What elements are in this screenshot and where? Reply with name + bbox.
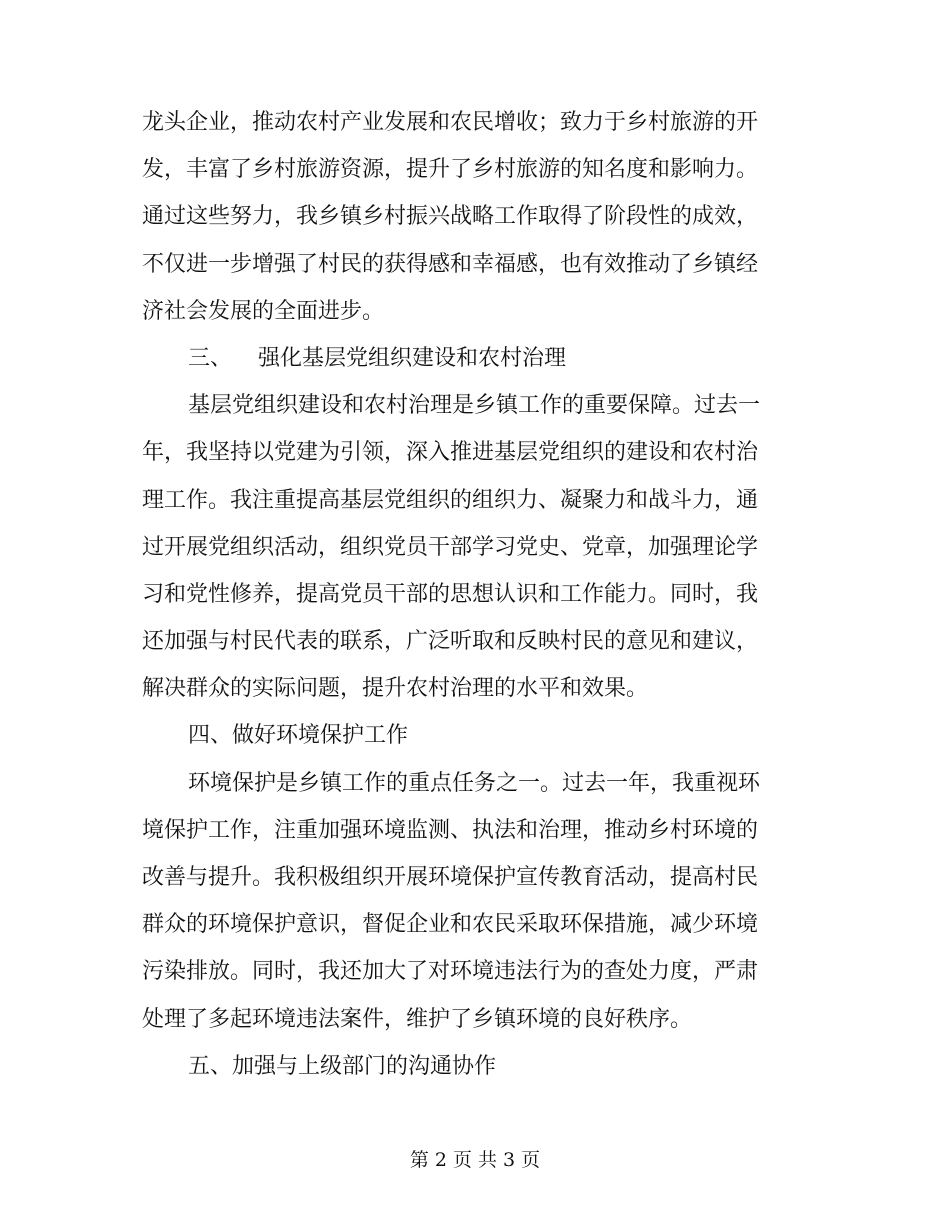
section-heading-5: 五、加强与上级部门的沟通协作 [188,1053,497,1079]
section-heading-3 [142,335,812,382]
paragraph-party-building [142,382,812,712]
section-number: 三、 [188,345,233,371]
text-line: 境保护工作，注重加强环境监测、执法和治理，推动乡村环境的 [142,817,759,843]
text-line: 年，我坚持以党建为引领，深入推进基层党组织的建设和农村治 [142,440,759,466]
paragraph-environment [142,760,812,1043]
text-line: 通过这些努力，我乡镇乡村振兴战略工作取得了阶段性的成效， [142,204,759,230]
section-heading-4: 四、做好环境保护工作 [188,723,409,749]
text-line: 基层党组织建设和农村治理是乡镇工作的重要保障。过去一 [188,393,761,419]
text-line: 改善与提升。我积极组织开展环境保护宣传教育活动，提高村民 [142,865,759,890]
text-line: 处理了多起环境违法案件，维护了乡镇环境的良好秩序。 [142,1006,693,1032]
text-line: 龙头企业，推动农村产业发展和农民增收；致力于乡村旅游的开 [142,110,759,135]
text-line: 解决群众的实际问题，提升农村治理的水平和效果。 [142,676,649,702]
text-line: 济社会发展的全面进步。 [142,298,385,324]
text-line: 发，丰富了乡村旅游资源，提升了乡村旅游的知名度和影响力。 [142,157,759,183]
section-title: 强化基层党组织建设和农村治理 [258,345,567,371]
text-line: 还加强与村民代表的联系，广泛听取和反映村民的意见和建议， [142,629,759,655]
text-line: 习和党性修养，提高党员干部的思想认识和工作能力。同时，我 [142,581,759,607]
paragraph-continuation [142,99,812,335]
text-line: 环境保护是乡镇工作的重点任务之一。过去一年，我重视环 [188,770,761,796]
text-line: 不仅进一步增强了村民的获得感和幸福感，也有效推动了乡镇经 [142,251,759,277]
page-number-footer: 第 2 页 共 3 页 [409,1149,541,1171]
text-line: 污染排放。同时，我还加大了对环境违法行为的查处力度，严肃 [142,959,759,985]
text-line: 过开展党组织活动，组织党员干部学习党史、党章，加强理论学 [142,534,759,560]
text-line: 群众的环境保护意识，督促企业和农民采取环保措施，减少环境 [142,912,759,938]
document-body [142,99,812,1090]
text-line: 理工作。我注重提高基层党组织的组织力、凝聚力和战斗力，通 [142,487,759,513]
